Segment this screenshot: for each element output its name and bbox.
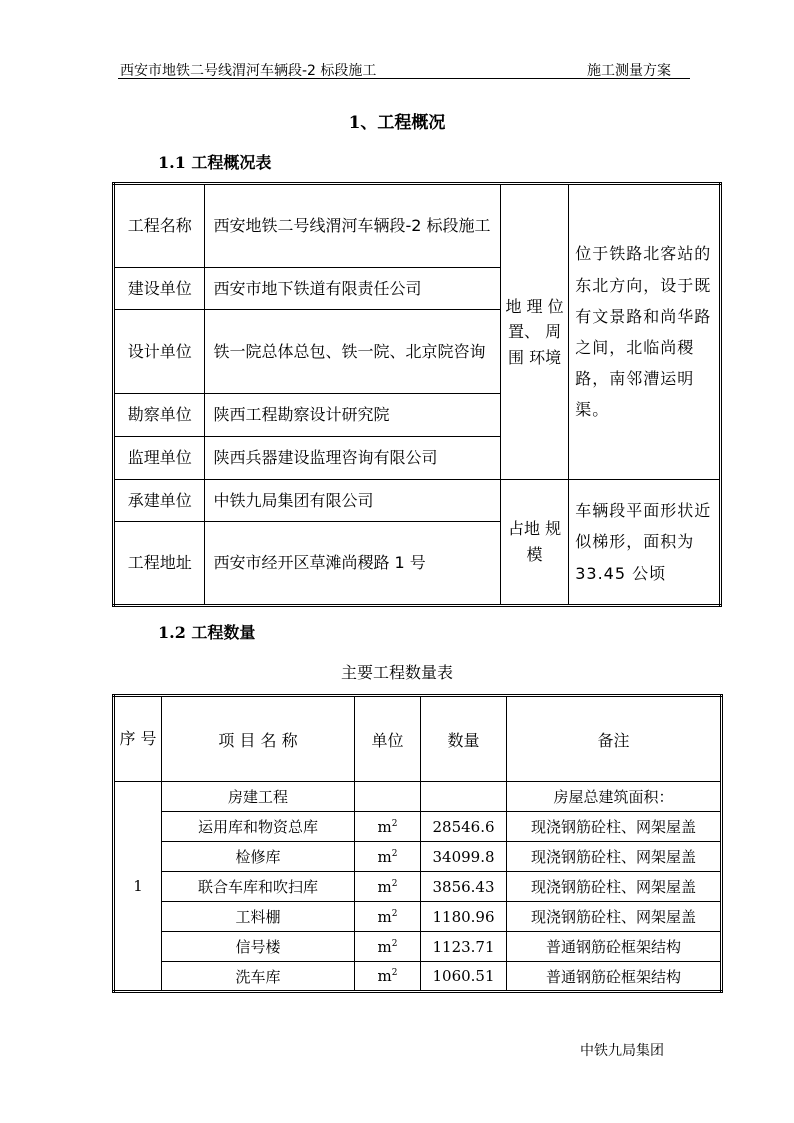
row-value: 中铁九局集团有限公司	[205, 480, 500, 522]
table-row	[114, 184, 721, 268]
table-header-row	[114, 696, 722, 782]
row-label: 设计单位	[114, 310, 205, 394]
item-qty: 34099.8	[421, 842, 507, 872]
subsection-heading-overview: 1.1 工程概况表	[158, 153, 272, 172]
area-label: 占地 规模	[500, 480, 568, 606]
table-row	[114, 812, 722, 842]
item-unit: $m^2$	[355, 842, 421, 872]
table-row	[114, 932, 722, 962]
section-heading: 1、工程概况	[348, 113, 446, 133]
row-label: 工程地址	[114, 522, 205, 606]
item-name: 洗车库	[162, 962, 355, 992]
table-row	[114, 782, 722, 812]
item-name: 房建工程	[162, 782, 355, 812]
item-name: 信号楼	[162, 932, 355, 962]
col-header-no: 序 号	[114, 696, 162, 782]
row-label: 工程名称	[114, 184, 205, 268]
item-note: 现浇钢筋砼柱、网架屋盖	[507, 902, 722, 932]
header-doc-type: 施工测量方案	[587, 63, 671, 79]
row-label: 承建单位	[114, 480, 205, 522]
row-value: 西安市地下铁道有限责任公司	[205, 268, 500, 310]
item-qty: 1060.51	[421, 962, 507, 992]
item-note: 现浇钢筋砼柱、网架屋盖	[507, 812, 722, 842]
row-label: 勘察单位	[114, 394, 205, 437]
item-unit: $m^2$	[355, 872, 421, 902]
item-qty: 28546.6	[421, 812, 507, 842]
item-unit: $m^2$	[355, 932, 421, 962]
table-row	[114, 842, 722, 872]
item-name: 工料棚	[162, 902, 355, 932]
row-value: 陕西工程勘察设计研究院	[205, 394, 500, 437]
item-name: 检修库	[162, 842, 355, 872]
item-note: 普通钢筋砼框架结构	[507, 962, 722, 992]
col-header-note: 备注	[507, 696, 722, 782]
item-note: 现浇钢筋砼柱、网架屋盖	[507, 872, 722, 902]
item-qty	[421, 782, 507, 812]
group-number: 1	[114, 782, 162, 992]
col-header-unit: 单位	[355, 696, 421, 782]
col-header-qty: 数量	[421, 696, 507, 782]
row-value: 西安地铁二号线渭河车辆段-2 标段施工	[205, 184, 500, 268]
geo-label: 地 理 位置、 周 围 环境	[500, 184, 568, 480]
col-header-name: 项 目 名 称	[162, 696, 355, 782]
header-title: 西安市地铁二号线渭河车辆段-2 标段施工	[120, 63, 377, 79]
item-note: 现浇钢筋砼柱、网架屋盖	[507, 842, 722, 872]
project-overview-table	[112, 182, 722, 607]
row-label: 监理单位	[114, 437, 205, 480]
item-unit: $m^2$	[355, 962, 421, 992]
row-label: 建设单位	[114, 268, 205, 310]
item-name: 运用库和物资总库	[162, 812, 355, 842]
item-name: 联合车库和吹扫库	[162, 872, 355, 902]
area-description: 车辆段平面形状近似梯形，面积为 33.45 公顷	[569, 480, 721, 606]
geo-description: 位于铁路北客站的东北方向，设于既有文景路和尚华路之间，北临尚稷路，南邻漕运明渠。	[569, 184, 721, 480]
row-value: 铁一院总体总包、铁一院、北京院咨询	[205, 310, 500, 394]
footer-company: 中铁九局集团	[580, 1043, 664, 1059]
item-qty: 3856.43	[421, 872, 507, 902]
item-note: 普通钢筋砼框架结构	[507, 932, 722, 962]
item-unit	[355, 782, 421, 812]
table-caption: 主要工程数量表	[340, 663, 453, 682]
header-rule	[118, 78, 690, 79]
item-unit: $m^2$	[355, 812, 421, 842]
table-row	[114, 480, 721, 522]
table-row	[114, 902, 722, 932]
item-unit: $m^2$	[355, 902, 421, 932]
item-qty: 1123.71	[421, 932, 507, 962]
quantity-table	[112, 694, 723, 993]
row-value: 陕西兵器建设监理咨询有限公司	[205, 437, 500, 480]
table-row	[114, 962, 722, 992]
table-row	[114, 872, 722, 902]
subsection-heading-quantity: 1.2 工程数量	[158, 623, 256, 642]
item-note: 房屋总建筑面积：	[507, 782, 722, 812]
row-value: 西安市经开区草滩尚稷路 1 号	[205, 522, 500, 606]
item-qty: 1180.96	[421, 902, 507, 932]
